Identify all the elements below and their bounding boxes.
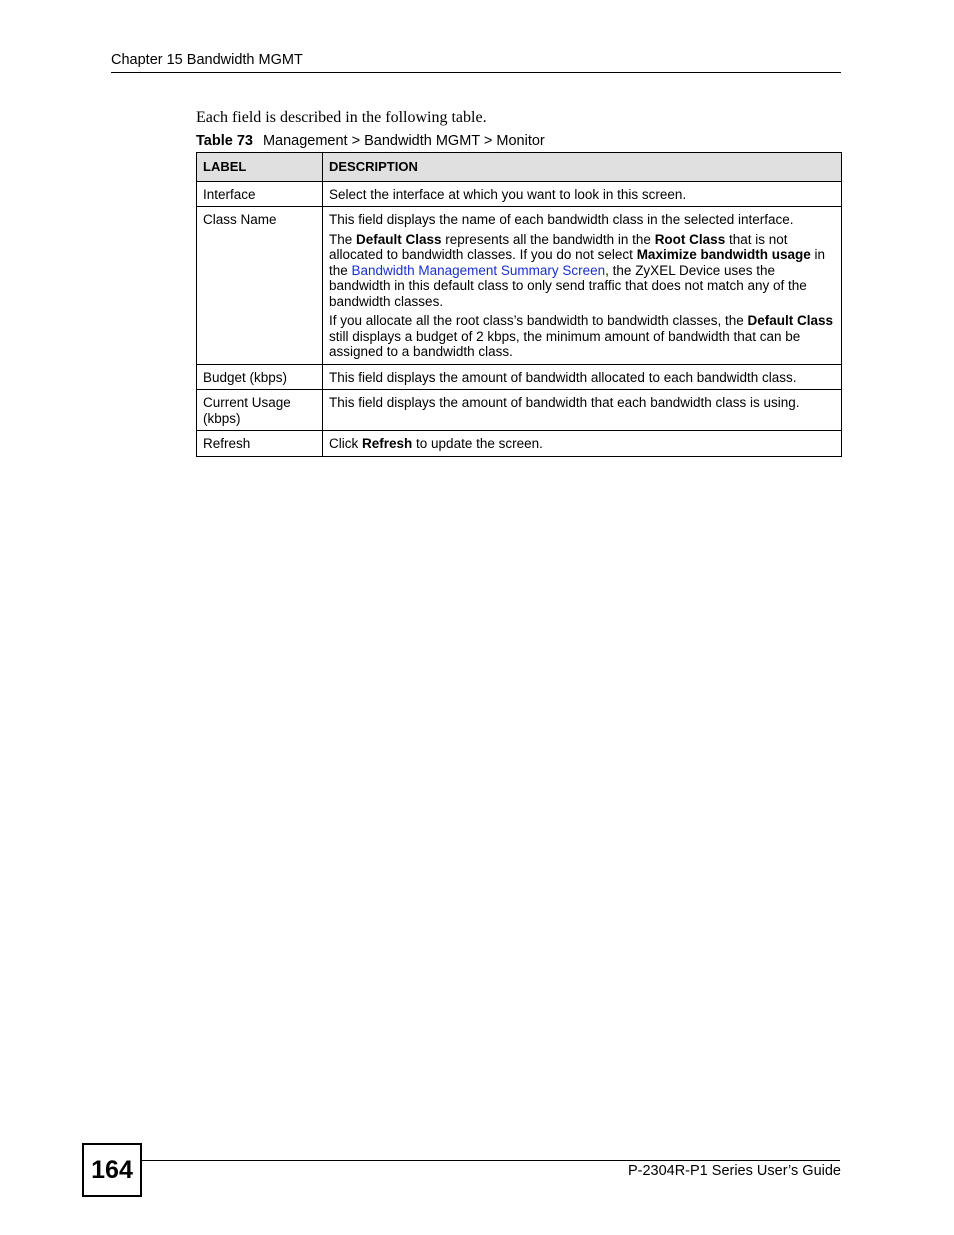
table-row [197, 207, 842, 365]
row-description: This field displays the amount of bandwidth allocated to each bandwidth class. [323, 364, 842, 390]
summary-screen-link[interactable]: Bandwidth Management Summary Screen [351, 262, 606, 278]
table-caption [196, 132, 545, 150]
bold-term: Refresh [362, 436, 413, 451]
bold-term: Default Class [356, 231, 442, 247]
text-run: , the ZyXEL Device uses the bandwidth in this default class to only send traffic that does not match any of the bandwidth classes. [329, 262, 807, 309]
description-column-header: DESCRIPTION [323, 153, 842, 182]
table-header-row [197, 153, 842, 182]
row-description [323, 207, 842, 365]
text-run: If you allocate all the root class’s bandwidth to bandwidth classes, the [329, 313, 748, 328]
row-label: Refresh [197, 431, 323, 457]
bold-term: Default Class [747, 313, 834, 328]
bold-term: Root Class [654, 231, 726, 247]
field-description-table [196, 152, 842, 457]
row-description: Select the interface at which you want to look in this screen. [323, 181, 842, 207]
chapter-title: Chapter 15 Bandwidth MGMT [111, 52, 303, 68]
text-run: represents all the bandwidth in the [441, 231, 655, 247]
table-row [197, 364, 842, 390]
table-title: Management > Bandwidth MGMT > Monitor [262, 133, 545, 149]
table-row [197, 181, 842, 207]
text-run: still displays a budget of 2 kbps, the minimum amount of bandwidth that can be assigned to a bandwidth class. [329, 328, 801, 359]
text-run: to update the screen. [412, 436, 543, 451]
description-paragraph: This field displays the name of each bandwidth class in the selected interface. [329, 212, 794, 227]
bold-term: Maximize bandwidth usage [636, 247, 811, 262]
footer-divider [140, 1160, 840, 1161]
text-run: that is not allocated to bandwidth classes. If you do not select [329, 231, 788, 262]
label-column-header: LABEL [197, 153, 323, 182]
row-label: Interface [197, 181, 323, 207]
table-row [197, 390, 842, 431]
intro-text: Each field is described in the following table. [196, 109, 487, 126]
row-label: Budget (kbps) [197, 364, 323, 390]
description-paragraph [329, 313, 835, 360]
page-number: 164 [82, 1143, 142, 1197]
row-label: Class Name [197, 207, 323, 365]
text-run: in the [329, 247, 825, 278]
row-label: Current Usage (kbps) [197, 390, 323, 431]
description-paragraph [329, 232, 835, 310]
row-description [323, 431, 842, 457]
text-run: Click [329, 436, 362, 451]
table-row [197, 431, 842, 457]
guide-title: P-2304R-P1 Series User’s Guide [627, 1163, 841, 1179]
row-description: This field displays the amount of bandwidth that each bandwidth class is using. [323, 390, 842, 431]
text-run: The [329, 231, 357, 247]
running-header [111, 51, 841, 73]
table-number: Table 73 [196, 133, 253, 149]
